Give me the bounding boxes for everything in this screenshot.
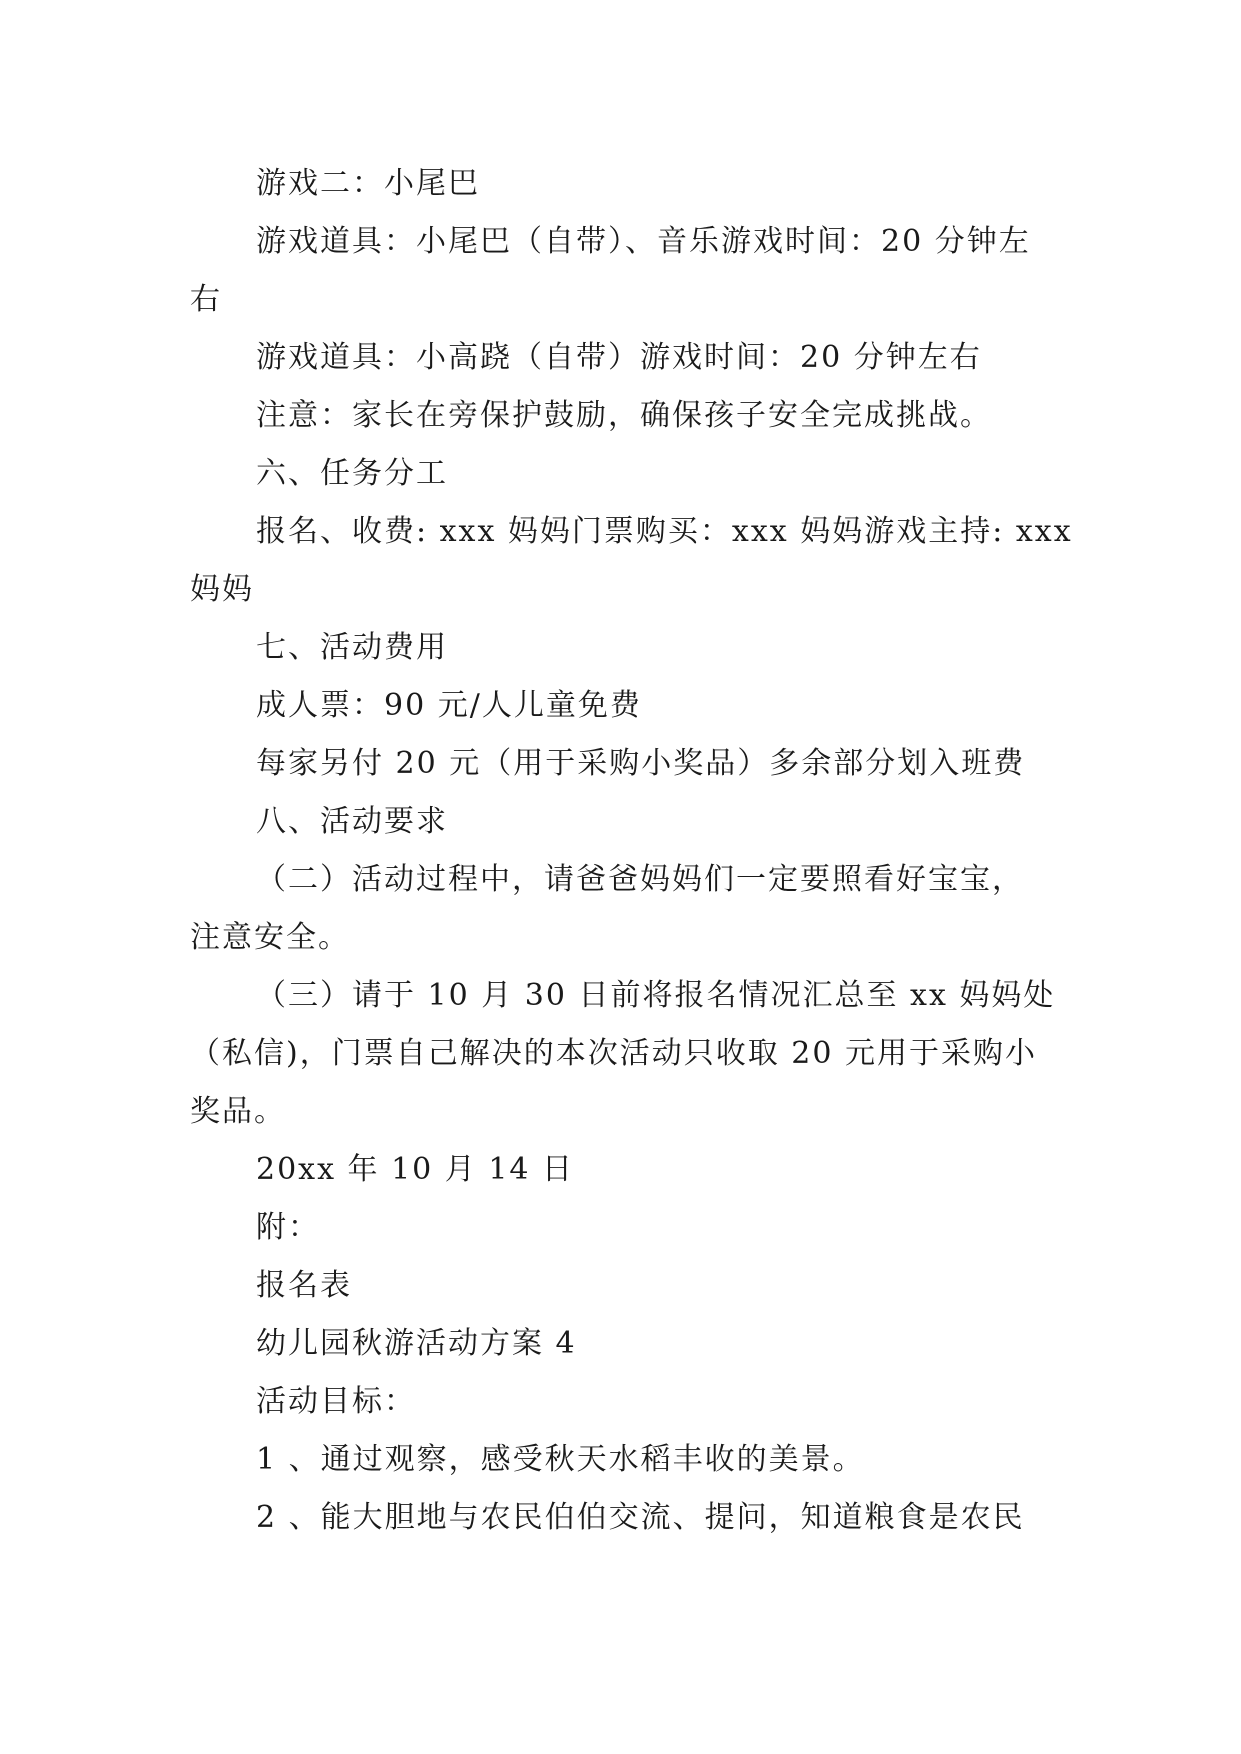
text-line: 成人票：90 元/人儿童免费 <box>256 688 642 723</box>
text-line: （三）请于 10 月 30 日前将报名情况汇总至 xx 妈妈处 <box>256 978 1056 1013</box>
text-line: （私信)，门票自己解决的本次活动只收取 20 元用于采购小 <box>190 1036 1037 1071</box>
text-line: 注意安全。 <box>190 920 350 955</box>
section-heading: 七、活动费用 <box>256 630 448 665</box>
list-item: 1 、通过观察，感受秋天水稻丰收的美景。 <box>256 1442 865 1477</box>
text-line: 附： <box>256 1210 320 1245</box>
text-line: 右 <box>190 282 222 317</box>
text-line: 活动目标： <box>256 1384 416 1419</box>
text-line: 游戏道具：小尾巴（自带）、音乐游戏时间：20 分钟左 <box>256 224 1031 259</box>
section-heading: 幼儿园秋游活动方案 4 <box>256 1326 577 1361</box>
text-line: 报名、收费: xxx 妈妈门票购买：xxx 妈妈游戏主持: xxx <box>256 514 1073 549</box>
text-line: （二）活动过程中，请爸爸妈妈们一定要照看好宝宝， <box>256 862 1024 897</box>
text-line: 每家另付 20 元（用于采购小奖品）多余部分划入班费 <box>256 746 1026 781</box>
text-line: 注意：家长在旁保护鼓励，确保孩子安全完成挑战。 <box>256 398 992 433</box>
list-item: 2 、能大胆地与农民伯伯交流、提问，知道粮食是农民 <box>256 1500 1025 1535</box>
text-line: 妈妈 <box>190 572 254 607</box>
section-heading: 六、任务分工 <box>256 456 448 491</box>
text-line: 游戏道具：小高跷（自带）游戏时间：20 分钟左右 <box>256 340 982 375</box>
section-heading: 八、活动要求 <box>256 804 448 839</box>
text-line: 游戏二：小尾巴 <box>256 166 480 201</box>
text-line: 报名表 <box>256 1268 352 1303</box>
text-line: 奖品。 <box>190 1094 286 1129</box>
date-line: 20xx 年 10 月 14 日 <box>256 1152 575 1187</box>
